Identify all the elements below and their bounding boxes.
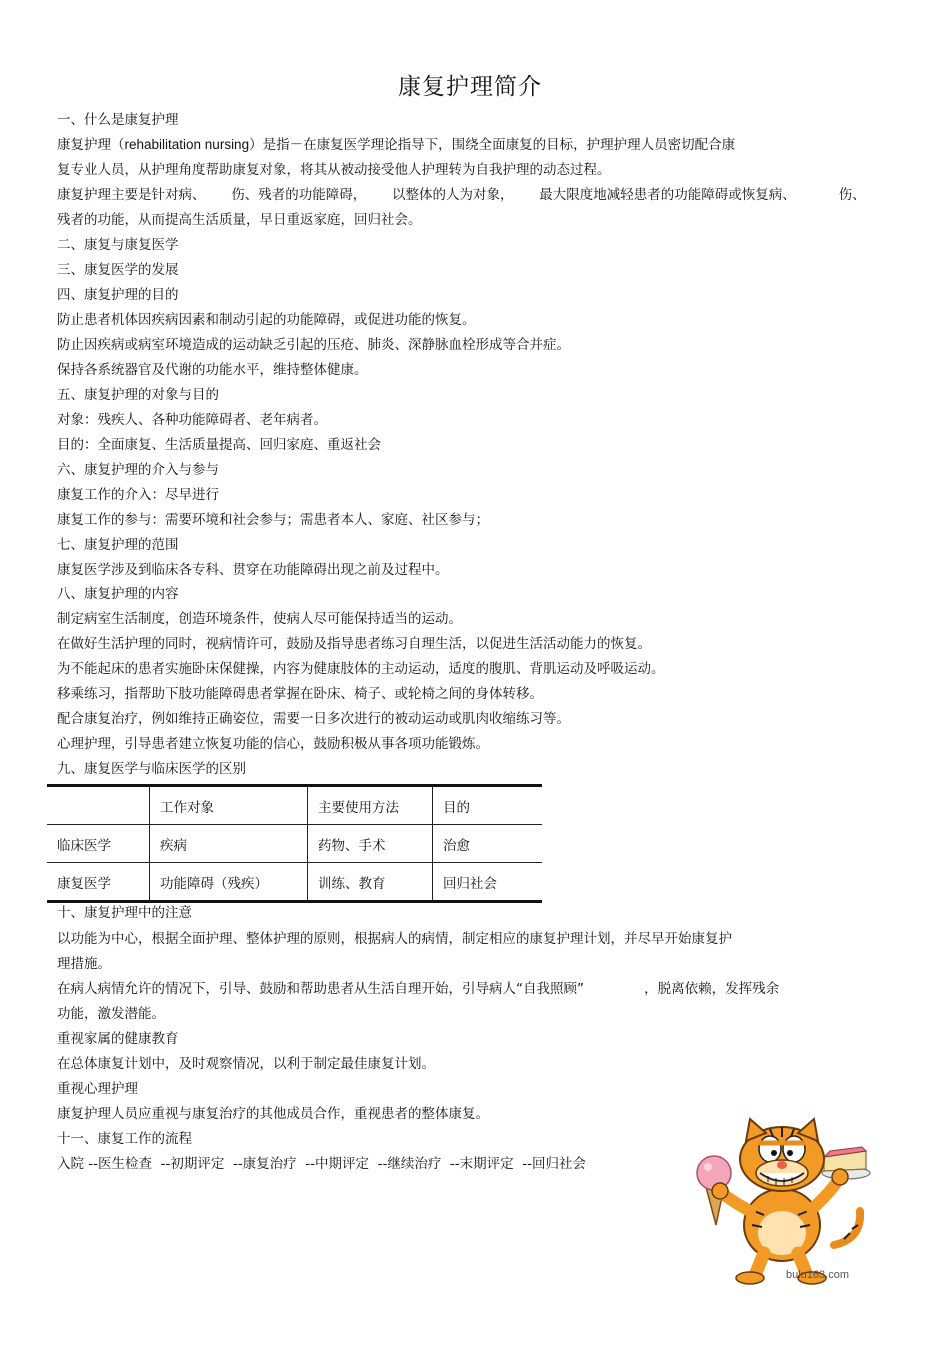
table-cell: 治愈	[433, 825, 543, 863]
table-row	[47, 863, 542, 902]
workflow-line: 入院 --医生检查 --初期评定 --康复治疗 --中期评定 --继续治疗 --末期评定 --回归社会	[57, 1156, 586, 1172]
section-1-paragraph-2-cont: 残者的功能，从而提高生活质量，早日重返家庭，回归社会。	[57, 212, 422, 228]
table-cell: 功能障碍（残疾）	[150, 863, 308, 902]
paragraph-line: 功能，激发潜能。	[57, 1006, 165, 1022]
section-9-heading: 九、康复医学与临床医学的区别	[57, 761, 246, 777]
list-item: 移乘练习，指帮助下肢功能障碍患者掌握在卧床、椅子、或轮椅之间的身体转移。	[57, 686, 543, 702]
list-item: 康复工作的介入：尽早进行	[57, 487, 219, 503]
section-6-heading: 六、康复护理的介入与参与	[57, 462, 219, 478]
table-header-cell	[47, 786, 150, 825]
section-2-heading: 二、康复与康复医学	[57, 237, 179, 253]
table-cell: 临床医学	[47, 825, 150, 863]
table-cell: 康复医学	[47, 863, 150, 902]
list-item: 为不能起床的患者实施卧床保健操，内容为健康肢体的主动运动，适度的腹肌、背肌运动及呼吸运动。	[57, 661, 665, 677]
section-7-heading: 七、康复护理的范围	[57, 537, 179, 553]
section-1-paragraph-1: 康复护理（rehabilitation nursing）是指－在康复医学理论指导下，围绕全面康复的目标，护理护理人员密切配合康	[57, 137, 736, 153]
table-header-cell: 主要使用方法	[308, 786, 433, 825]
table-header-row	[47, 786, 542, 825]
section-1-paragraph-1-cont: 复专业人员，从护理角度帮助康复对象，将其从被动接受他人护理转为自我护理的动态过程。	[57, 162, 611, 178]
document-title: 康复护理简介	[398, 74, 542, 100]
paragraph-line: 康复护理人员应重视与康复治疗的其他成员合作，重视患者的整体康复。	[57, 1106, 489, 1122]
section-1-heading: 一、什么是康复护理	[57, 112, 179, 128]
list-item: 配合康复治疗，例如维持正确姿位，需要一日多次进行的被动运动或肌肉收缩练习等。	[57, 711, 570, 727]
table-header-cell: 工作对象	[150, 786, 308, 825]
cartoon-cat-icon	[684, 1115, 880, 1287]
section-11-heading: 十一、康复工作的流程	[57, 1131, 192, 1147]
list-item: 防止患者机体因疾病因素和制动引起的功能障碍，或促进功能的恢复。	[57, 312, 476, 328]
section-1-paragraph-2: 康复护理主要是针对病、 伤、残者的功能障碍， 以整体的人为对象， 最大限度地减轻患者的功能障碍或恢复病、 伤、	[57, 187, 866, 203]
paragraph-line: 以功能为中心，根据全面护理、整体护理的原则，根据病人的病情，制定相应的康复护理计划，并尽早开始康复护	[57, 931, 732, 947]
comparison-table	[47, 784, 542, 903]
list-item: 保持各系统器官及代谢的功能水平，维持整体健康。	[57, 362, 368, 378]
list-item: 心理护理，引导患者建立恢复功能的信心，鼓励积极从事各项功能锻炼。	[57, 736, 489, 752]
section-10-heading: 十、康复护理中的注意	[57, 905, 192, 921]
paragraph-line: 在总体康复计划中，及时观察情况，以利于制定最佳康复计划。	[57, 1056, 435, 1072]
section-4-heading: 四、康复护理的目的	[57, 287, 179, 303]
watermark-text: bulu163.com	[786, 1269, 849, 1281]
list-item: 康复工作的参与：需要环境和社会参与；需患者本人、家庭、社区参与；	[57, 512, 489, 528]
paragraph-line: 重视心理护理	[57, 1081, 138, 1097]
paragraph-line: 重视家属的健康教育	[57, 1031, 179, 1047]
table-cell: 训练、教育	[308, 863, 433, 902]
list-item: 在做好生活护理的同时，视病情许可，鼓励及指导患者练习自理生活，以促进生活活动能力的恢复。	[57, 636, 651, 652]
table-cell: 药物、手术	[308, 825, 433, 863]
table-cell: 疾病	[150, 825, 308, 863]
section-5-heading: 五、康复护理的对象与目的	[57, 387, 219, 403]
paragraph-line: 理措施。	[57, 956, 111, 972]
list-item: 制定病室生活制度，创造环境条件，使病人尽可能保持适当的运动。	[57, 611, 462, 627]
list-item: 康复医学涉及到临床各专科、贯穿在功能障碍出现之前及过程中。	[57, 562, 449, 578]
list-item: 目的：全面康复、生活质量提高、回归家庭、重返社会	[57, 437, 381, 453]
paragraph-line: 在病人病情允许的情况下，引导、鼓励和帮助患者从生活自理开始，引导病人“自我照顾” ，脱离依赖，发挥残余	[57, 981, 780, 997]
list-item: 防止因疾病或病室环境造成的运动缺乏引起的压疮、肺炎、深静脉血栓形成等合并症。	[57, 337, 570, 353]
table-header-cell: 目的	[433, 786, 543, 825]
list-item: 对象：残疾人、各种功能障碍者、老年病者。	[57, 412, 327, 428]
section-8-heading: 八、康复护理的内容	[57, 586, 179, 602]
section-3-heading: 三、康复医学的发展	[57, 262, 179, 278]
table-cell: 回归社会	[433, 863, 543, 902]
table-row	[47, 825, 542, 863]
